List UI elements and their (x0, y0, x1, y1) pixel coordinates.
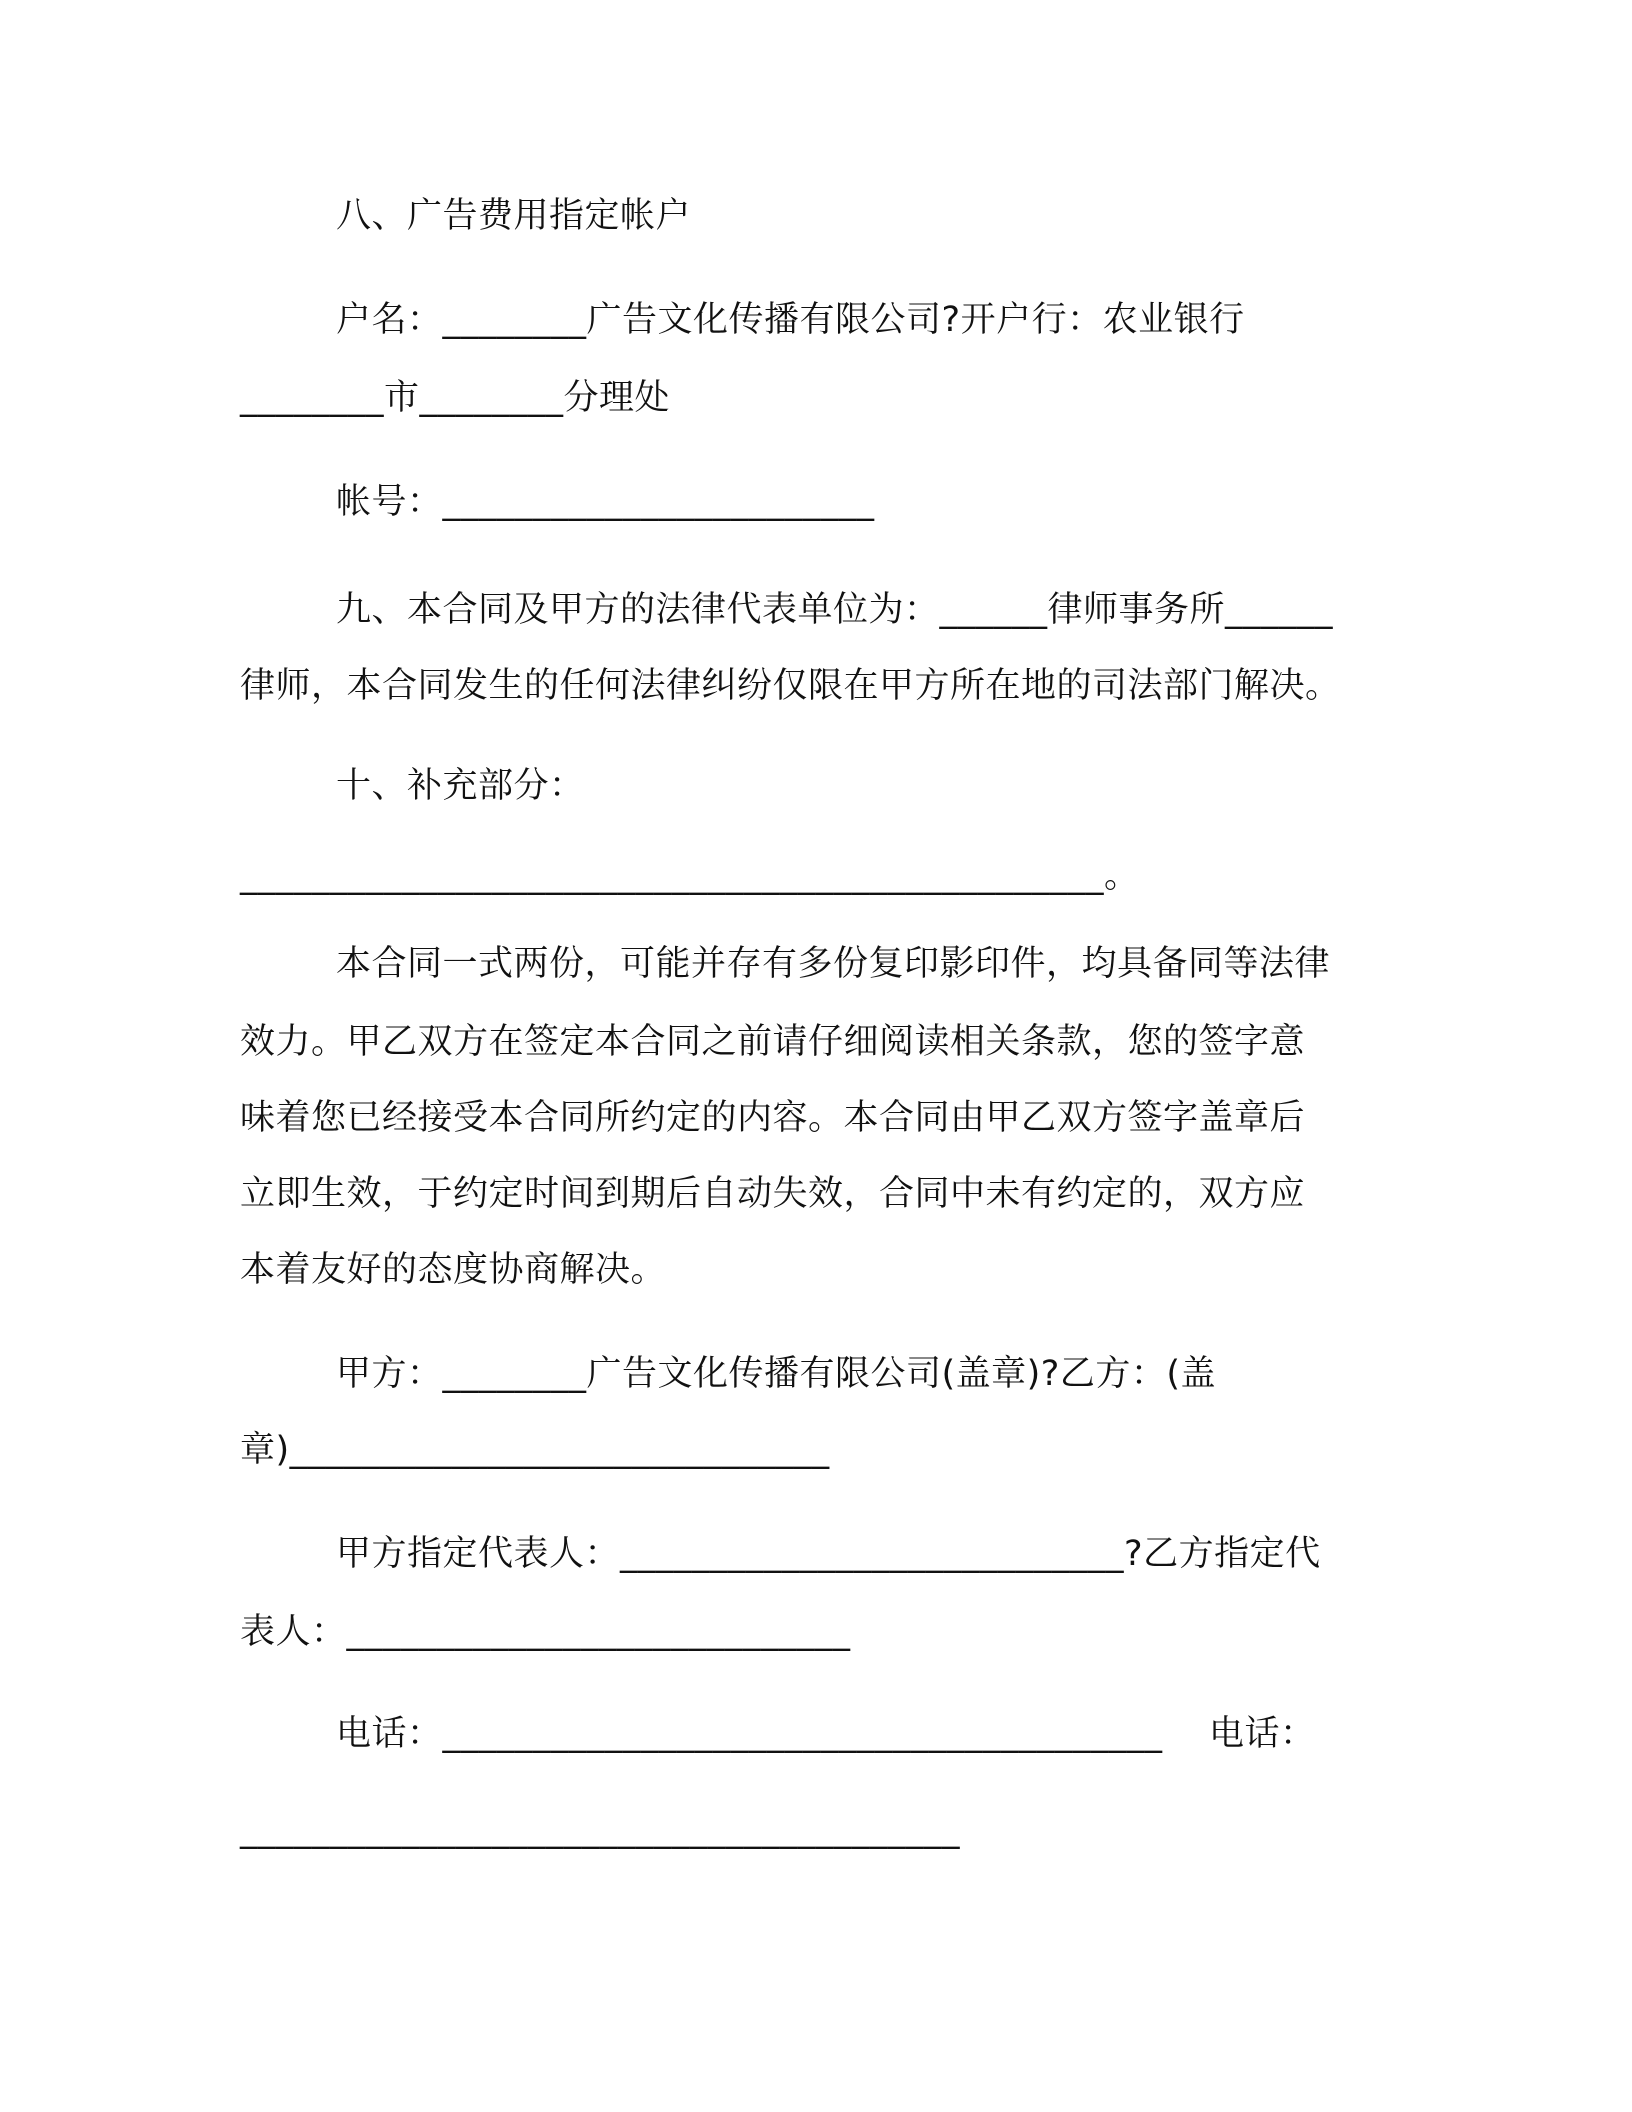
account-name-line-2: ________市________分理处 (240, 378, 671, 418)
phone-line-1: 电话：________________________________________ 电话： (336, 1714, 1316, 1754)
phone-line-2: ________________________________________ (240, 1810, 960, 1850)
section-9-line-2: 律师，本合同发生的任何法律纠纷仅限在甲方所在地的司法部门解决。 (240, 666, 1341, 706)
closing-paragraph-line-3: 味着您已经接受本合同所约定的内容。本合同由甲乙双方签字盖章后 (240, 1098, 1306, 1138)
party-a-signature-line-1: 甲方：________广告文化传播有限公司(盖章)?乙方：(盖 (336, 1354, 1217, 1394)
closing-paragraph-line-1: 本合同一式两份，可能并存有多份复印影印件，均具备同等法律 (336, 944, 1331, 984)
section-10-blank-line: ________________________________________________。 (240, 856, 1140, 896)
closing-paragraph-line-5: 本着友好的态度协商解决。 (240, 1250, 667, 1290)
representative-line-1: 甲方指定代表人：____________________________?乙方指定代 (336, 1534, 1321, 1574)
section-8-heading: 八、广告费用指定帐户 (336, 196, 692, 236)
section-10-heading: 十、补充部分： (336, 766, 585, 806)
closing-paragraph-line-2: 效力。甲乙双方在签定本合同之前请仔细阅读相关条款，您的签字意 (240, 1022, 1306, 1062)
party-a-signature-line-2: 章)______________________________ (240, 1430, 830, 1470)
section-9-line-1: 九、本合同及甲方的法律代表单位为：______律师事务所______ (336, 590, 1334, 630)
closing-paragraph-line-4: 立即生效，于约定时间到期后自动失效，合同中未有约定的，双方应 (240, 1174, 1306, 1214)
representative-line-2: 表人：____________________________ (240, 1612, 851, 1652)
account-name-line-1: 户名：________广告文化传播有限公司?开户行：农业银行 (336, 300, 1245, 340)
account-number-line: 帐号：________________________ (336, 482, 875, 522)
